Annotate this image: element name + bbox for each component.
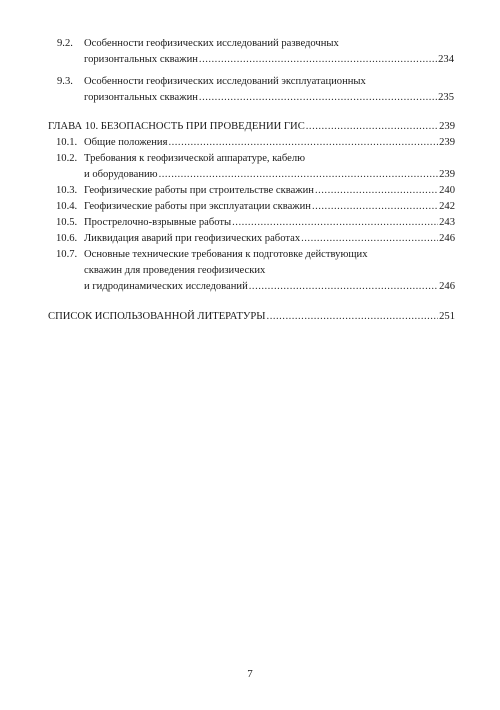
toc-entry-last-line [56,231,455,247]
toc-entry-number: 9.2. [57,38,73,49]
toc-entry-last-line [48,119,455,135]
toc-entry-title-continued: и оборудованию [84,169,158,180]
toc-entry-title: Геофизические работы при строительстве скважин [84,185,314,196]
toc-entry-last-line [56,199,455,215]
table-of-contents [0,36,500,325]
toc-entry-9-2[interactable] [57,36,454,68]
toc-entry-10-1[interactable] [56,135,455,151]
toc-chapter-title: ГЛАВА 10. БЕЗОПАСНОСТЬ ПРИ ПРОВЕДЕНИИ ГИС [48,121,305,132]
toc-entry-page: 246 [439,233,455,244]
toc-chapter-10[interactable] [48,119,455,135]
toc-entry-title: Требования к геофизической аппаратуре, кабелю [84,153,306,164]
dot-leader [249,279,438,295]
toc-entry-title: Ликвидация аварий при геофизических работах [84,233,301,244]
toc-entry-title: Общие положения [84,137,168,148]
toc-entry-last-line [56,279,455,295]
toc-entry-page: 239 [439,121,455,132]
dot-leader [306,119,438,135]
toc-entry-last-line [56,215,455,231]
toc-entry-10-2[interactable] [56,151,455,183]
toc-entry-page: 246 [439,281,455,292]
toc-entry-10-5[interactable] [56,215,455,231]
dot-leader [199,52,437,68]
toc-entry-last-line [56,135,455,151]
toc-entry-number: 10.7. [56,249,78,260]
toc-entry-number: 10.1. [56,137,78,148]
dot-leader [312,199,438,215]
toc-entry-title: Прострелочно-взрывные работы [84,217,232,228]
dot-leader [199,90,437,106]
toc-entry-page: 240 [439,185,455,196]
toc-entry-title: Особенности геофизических исследований эксплуатационных [84,76,366,87]
toc-entry-title-continued: горизонтальных скважин [84,92,198,103]
dot-leader [315,183,438,199]
dot-leader [168,135,438,151]
toc-entry-title: Геофизические работы при эксплуатации скважин [84,201,311,212]
toc-entry-last-line [56,167,455,183]
toc-entry-page: 243 [439,217,455,228]
toc-entry-page: 235 [438,92,454,103]
toc-entry-title-continued: горизонтальных скважин [84,54,198,65]
toc-entry-page: 251 [439,311,455,322]
toc-entry-last-line [56,183,455,199]
toc-entry-last-line [66,52,454,68]
dot-leader [301,231,438,247]
toc-entry-10-6[interactable] [56,231,455,247]
toc-entry-10-3[interactable] [56,183,455,199]
toc-entry-number: 10.4. [56,201,78,212]
toc-entry-last-line [66,90,454,106]
toc-entry-number: 10.5. [56,217,78,228]
dot-leader [159,167,439,183]
toc-entry-10-4[interactable] [56,199,455,215]
toc-entry-title-continued: скважин для проведения геофизических [84,265,266,276]
toc-entry-9-3[interactable] [57,74,454,106]
toc-entry-last-line [48,309,455,325]
toc-entry-page: 234 [438,54,454,65]
toc-entry-title-continued: и гидродинамических исследований [84,281,248,292]
toc-entry-page: 239 [439,169,455,180]
dot-leader [267,309,439,325]
toc-entry-page: 242 [439,201,455,212]
toc-references[interactable] [48,309,455,325]
toc-entry-10-7[interactable] [56,247,455,295]
toc-entry-number: 10.6. [56,233,78,244]
toc-entry-title: Основные технические требования к подготовке действующих [84,249,368,260]
toc-references-title: СПИСОК ИСПОЛЬЗОВАННОЙ ЛИТЕРАТУРЫ [48,311,266,322]
dot-leader [232,215,438,231]
toc-entry-number: 10.2. [56,153,78,164]
page-number: 7 [247,668,253,680]
toc-entry-page: 239 [439,137,455,148]
toc-entry-title: Особенности геофизических исследований разведочных [84,38,339,49]
toc-entry-number: 9.3. [57,76,73,87]
toc-entry-number: 10.3. [56,185,78,196]
